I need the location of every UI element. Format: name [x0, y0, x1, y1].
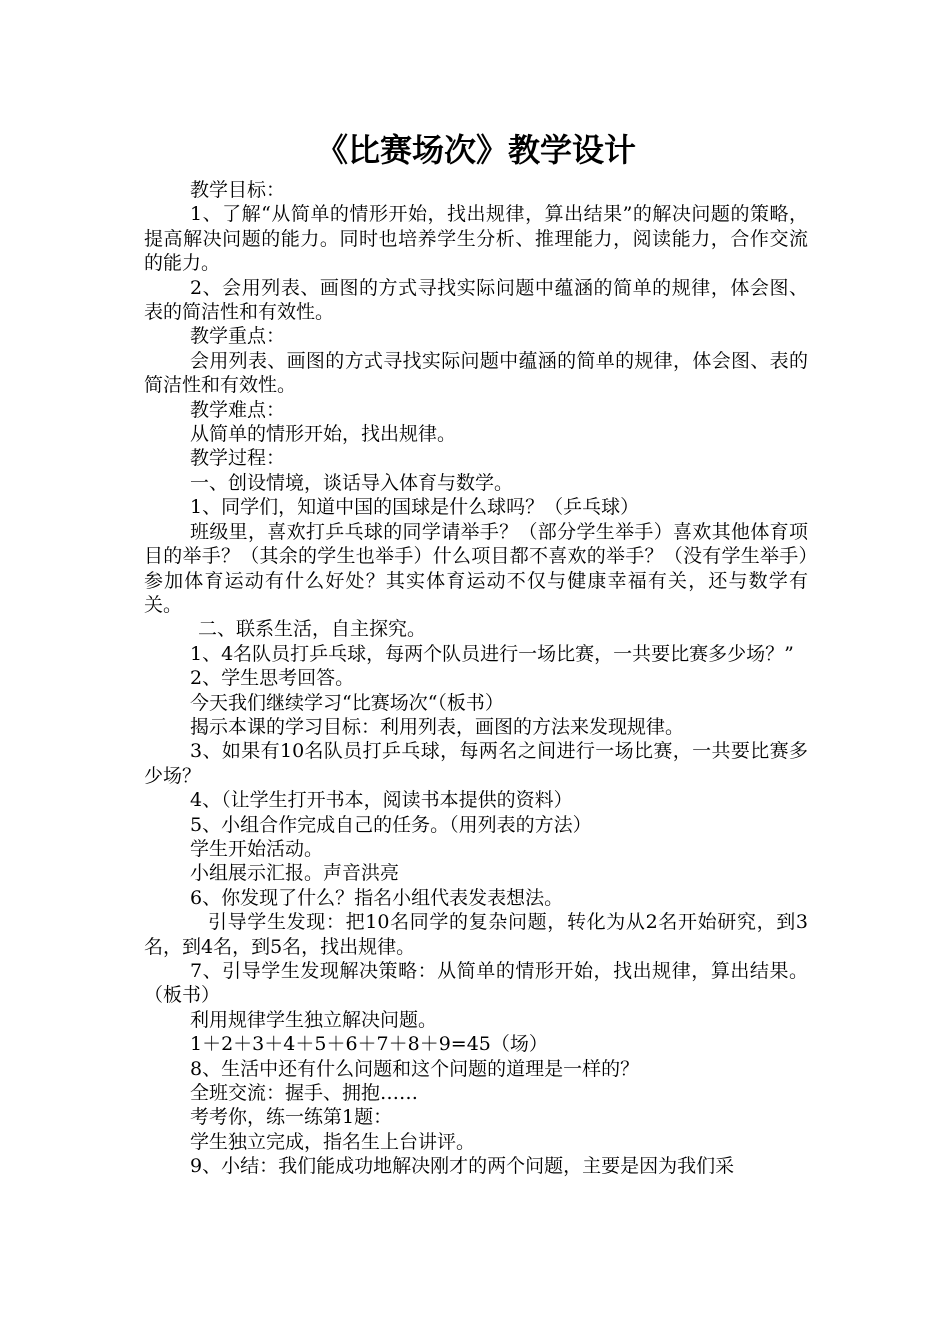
- paragraph: 3、如果有10名队员打乒乓球，每两名之间进行一场比赛，一共要比赛多少场？: [144, 740, 808, 787]
- paragraph: 班级里，喜欢打乒乓球的同学请举手？（部分学生举手）喜欢其他体育项目的举手？（其余的学生也举手）什么项目都不喜欢的举手？（没有学生举手）参加体育运动有什么好处？其实体育运动不仅与健康幸福有关，还与数学有关。: [144, 520, 808, 616]
- paragraph: 4、（让学生打开书本，阅读书本提供的资料）: [190, 789, 573, 812]
- paragraph: 二、联系生活，自主探究。: [198, 618, 427, 641]
- paragraph: 1＋2＋3＋4＋5＋6＋7＋8＋9=45（场）: [190, 1033, 548, 1056]
- paragraph: 引导学生发现：把10名同学的复杂问题，转化为从2名开始研究，到3名，到4名，到5名，找出规律。: [144, 911, 808, 958]
- paragraph: 2、学生思考回答。: [190, 667, 355, 690]
- paragraph: 6、你发现了什么？指名小组代表发表想法。: [190, 886, 564, 909]
- paragraph: 小组展示汇报。声音洪亮: [190, 862, 400, 885]
- paragraph: 考考你，练一练第1题：: [190, 1106, 393, 1129]
- paragraph: 利用规律学生独立解决问题。: [190, 1008, 438, 1031]
- paragraph: 教学目标：: [190, 179, 286, 201]
- paragraph: 1、4名队员打乒乓球，每两个队员进行一场比赛，一共要比赛多少场？”: [190, 642, 794, 665]
- paragraph: 学生开始活动。: [190, 837, 324, 860]
- paragraph: 教学重点：: [190, 325, 286, 348]
- paragraph: 7、引导学生发现解决策略：从简单的情形开始，找出规律，算出结果。（板书）: [144, 960, 808, 1007]
- paragraph: 9、小结：我们能成功地解决刚才的两个问题，主要是因为我们采: [190, 1155, 735, 1178]
- paragraph: 一、创设情境，谈话导入体育与数学。: [190, 471, 514, 494]
- paragraph: 8、生活中还有什么问题和这个问题的道理是一样的？: [190, 1057, 640, 1080]
- paragraph: 全班交流：握手、拥抱……: [190, 1082, 419, 1105]
- paragraph: 会用列表、画图的方式寻找实际问题中蕴涵的简单的规律，体会图、表的简洁性和有效性。: [144, 349, 808, 397]
- paragraph: 揭示本课的学习目标：利用列表，画图的方法来发现规律。: [190, 715, 685, 738]
- paragraph: 1、了解“从简单的情形开始，找出规律，算出结果”的解决问题的策略，提高解决问题的能力。同时也培养学生分析、推理能力，阅读能力，合作交流的能力。: [144, 203, 808, 275]
- paragraph: 2、会用列表、画图的方式寻找实际问题中蕴涵的简单的规律，体会图、表的简洁性和有效性。: [144, 276, 808, 324]
- document-page: [144, 122, 808, 1179]
- paragraph: 从简单的情形开始，找出规律。: [190, 423, 457, 446]
- paragraph: 1、同学们，知道中国的国球是什么球吗？（乒乓球）: [190, 496, 640, 519]
- paragraph: 学生独立完成，指名生上台讲评。: [190, 1130, 476, 1153]
- paragraph: 教学过程：: [190, 447, 286, 470]
- paragraph: 5、小组合作完成自己的任务。（用列表的方法）: [190, 813, 592, 836]
- paragraph: 今天我们继续学习“比赛场次“（板书）: [190, 691, 504, 714]
- paragraph: 教学难点：: [190, 398, 286, 421]
- document-title: 《比赛场次》教学设计: [315, 131, 636, 169]
